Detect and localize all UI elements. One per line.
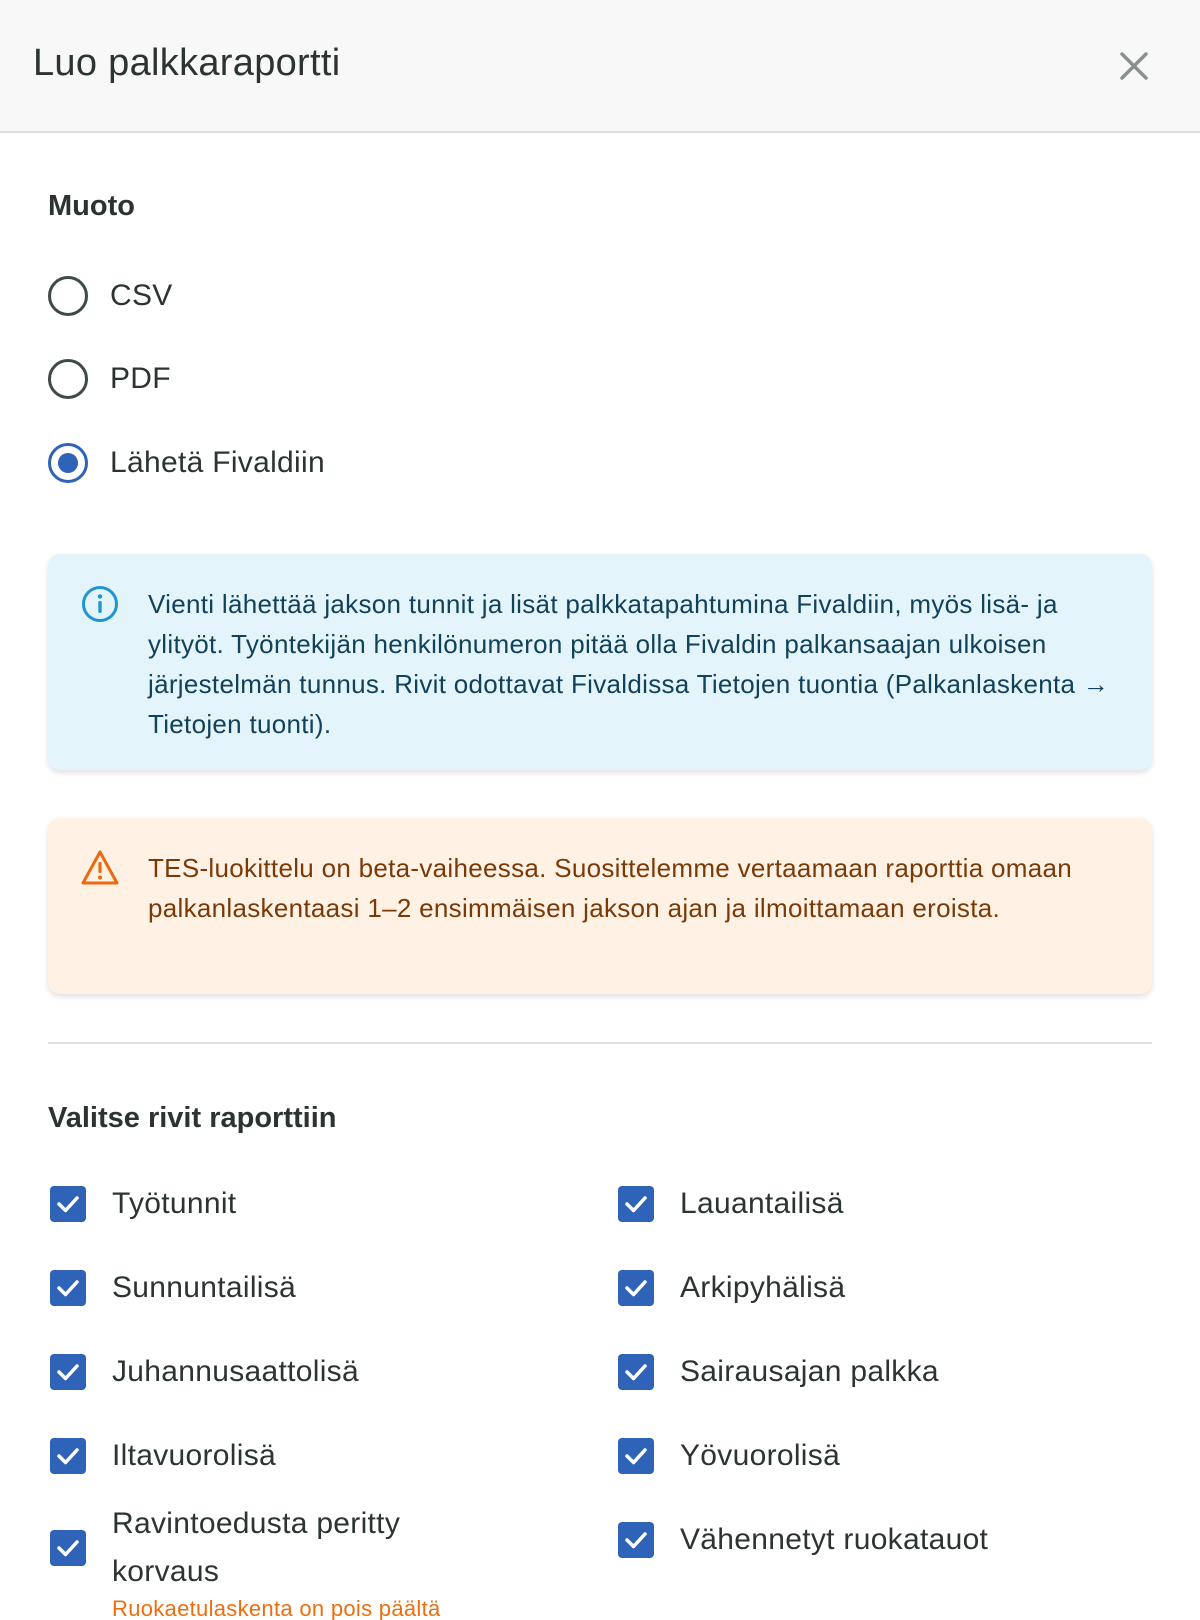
dialog-title: Luo palkkaraportti	[33, 42, 341, 84]
checkmark-icon	[623, 1275, 649, 1301]
row-option-arkipyhalisa[interactable]	[618, 1264, 845, 1312]
checkmark-icon	[55, 1443, 81, 1469]
row-option-lauantailisa[interactable]	[618, 1180, 844, 1228]
format-heading: Muoto	[48, 190, 135, 222]
rows-heading: Valitse rivit raporttiin	[48, 1102, 337, 1134]
checkbox-checked[interactable]	[618, 1354, 654, 1390]
checkbox-label: Sairausajan palkka	[680, 1355, 939, 1388]
checkbox-label: Ravintoedusta peritty korvaus	[112, 1507, 401, 1588]
row-option-tyotunnit[interactable]	[50, 1180, 236, 1228]
radio-label: PDF	[110, 362, 171, 395]
radio-button[interactable]	[48, 276, 88, 316]
checkbox-checked[interactable]	[50, 1354, 86, 1390]
checkbox-checked[interactable]	[50, 1270, 86, 1306]
checkbox-label: Työtunnit	[112, 1187, 237, 1220]
checkbox-label: Lauantailisä	[680, 1187, 844, 1220]
checkmark-icon	[623, 1527, 649, 1553]
radio-label: CSV	[110, 279, 173, 312]
warning-alert-text: TES-luokittelu on beta-vaiheessa. Suosittelemme vertaamaan raporttia omaan palkanlaskentaasi 1–2 ensimmäisen jakson ajan ja ilmoittamaan eroista.	[148, 853, 1072, 923]
checkbox-checked[interactable]	[618, 1522, 654, 1558]
checkbox-checked[interactable]	[618, 1270, 654, 1306]
checkmark-icon	[623, 1191, 649, 1217]
info-icon	[80, 584, 120, 624]
info-alert	[48, 554, 1152, 770]
checkmark-icon	[623, 1359, 649, 1385]
close-button[interactable]	[1112, 44, 1156, 88]
checkbox-label: Yövuorolisä	[680, 1439, 841, 1472]
checkbox-label: Vähennetyt ruokatauot	[680, 1523, 989, 1556]
checkbox-checked[interactable]	[50, 1186, 86, 1222]
row-option-sunnuntailisa[interactable]	[50, 1264, 296, 1312]
row-option-vahennetyt-ruokatauot[interactable]	[618, 1516, 988, 1564]
checkmark-icon	[55, 1191, 81, 1217]
radio-label: Lähetä Fivaldiin	[110, 446, 325, 479]
checkbox-label: Juhannusaattolisä	[112, 1355, 359, 1388]
radio-button-selected[interactable]	[48, 443, 88, 483]
checkbox-checked[interactable]	[618, 1438, 654, 1474]
row-option-yovuorolisa[interactable]	[618, 1432, 840, 1480]
checkmark-icon	[55, 1535, 81, 1561]
warning-icon	[80, 848, 120, 888]
format-option-pdf[interactable]	[48, 357, 171, 401]
dialog-header	[0, 0, 1200, 133]
checkbox-label: Arkipyhälisä	[680, 1271, 846, 1304]
warning-alert	[48, 818, 1152, 994]
divider	[48, 1042, 1152, 1044]
meal-benefit-disabled-note: Ruokaetulaskenta on pois päältä	[112, 1596, 441, 1620]
checkbox-checked[interactable]	[50, 1438, 86, 1474]
row-option-iltavuorolisa[interactable]	[50, 1432, 276, 1480]
checkmark-icon	[55, 1275, 81, 1301]
checkbox-checked[interactable]	[50, 1530, 86, 1566]
close-icon	[1112, 44, 1156, 88]
checkbox-checked[interactable]	[618, 1186, 654, 1222]
format-option-csv[interactable]	[48, 274, 173, 318]
row-option-ravintoetu[interactable]	[50, 1500, 530, 1596]
row-option-sairausajan-palkka[interactable]	[618, 1348, 939, 1396]
row-option-juhannusaattolisa[interactable]	[50, 1348, 359, 1396]
checkbox-label: Iltavuorolisä	[112, 1439, 276, 1472]
checkbox-label: Sunnuntailisä	[112, 1271, 297, 1304]
info-alert-text: Vienti lähettää jakson tunnit ja lisät palkkatapahtumina Fivaldiin, myös lisä- ja ylityöt. Työntekijän henkilönumeron pitää olla Fivaldin palkansaajan ulkoisen järjestelmän tunnus. Rivit odottavat Fivaldissa Tietojen tuontia (Palkanlaskenta → Tietojen tuonti).	[148, 589, 1110, 739]
radio-button[interactable]	[48, 359, 88, 399]
format-option-fivaldi[interactable]	[48, 441, 325, 485]
checkmark-icon	[623, 1443, 649, 1469]
checkmark-icon	[55, 1359, 81, 1385]
